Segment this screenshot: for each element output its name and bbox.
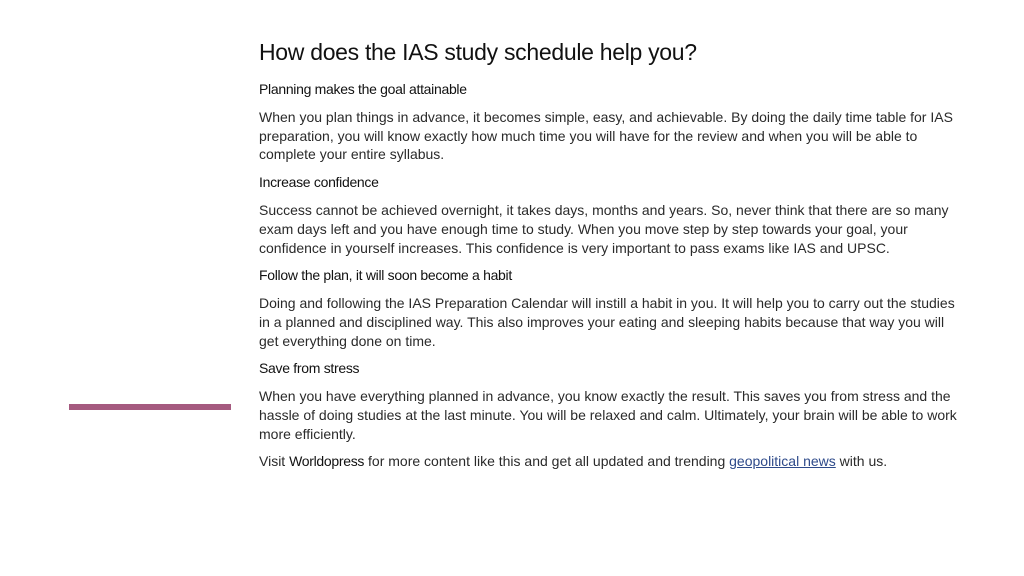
section-heading-confidence: Increase confidence [259,174,379,191]
footer-note [259,452,959,471]
slide-content [259,36,959,480]
footer-middle: for more content like this and get all updated and trending [364,453,730,470]
section-heading-stress: Save from stress [259,360,360,377]
section-heading-planning: Planning makes the goal attainable [259,81,467,97]
footer-prefix: Visit [259,453,290,470]
section-body-planning: When you plan things in advance, it becomes simple, easy, and achievable. By doing the daily time table for IAS preparation, you will know exactly how much time you will have for the review and when you will be able to complete your entire syllabus. [259,109,953,163]
section-body-habit: Doing and following the IAS Preparation Calendar will instill a habit in you. It will help you to carry out the studies in a planned and disciplined way. This also improves your eating and sleeping habits because that way you will get everything done on time. [259,295,955,349]
geopolitical-news-link[interactable]: geopolitical news [729,453,836,470]
accent-bar [69,404,231,410]
section-body-stress: When you have everything planned in advance, you know exactly the result. This saves you from stress and the hassle of doing studies at the last minute. You will be relaxed and calm. Ultimately, your brain will be able to work more efficiently. [259,388,957,442]
section-body-confidence: Success cannot be achieved overnight, it takes days, months and years. So, never think that there are so many exam days left and you have enough time to study. When you move step by step towards your goal, your confidence in yourself increases. This confidence is very important to pass exams like IAS and UPSC. [259,202,949,256]
brand-name: Worldopress [289,453,365,470]
footer-suffix: with us. [835,453,888,470]
page-title: How does the IAS study schedule help you? [259,39,697,65]
section-heading-habit: Follow the plan, it will soon become a habit [259,267,512,284]
